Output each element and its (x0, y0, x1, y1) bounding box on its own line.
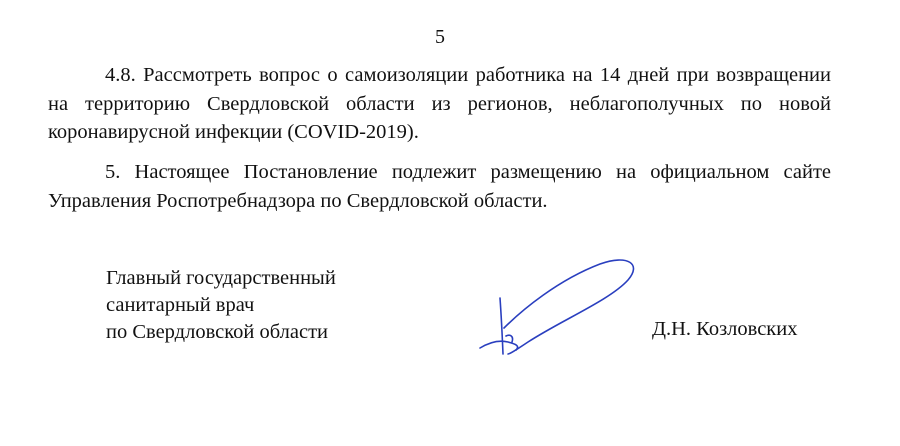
page-number: 5 (435, 26, 445, 48)
paragraph-4-8: 4.8. Рассмотреть вопрос о самоизоляции работника на 14 дней при возвращении на территорию Свердловской области из регионов, неблагополучных по новой коронавирусной инфекции (COVID-2019). (48, 64, 831, 143)
paragraph-5: 5. Настоящее Постановление подлежит размещению на официальном сайте Управления Роспотребнадзора по Свердловской области. (48, 161, 831, 212)
signatory-title-line: по Свердловской области (106, 321, 329, 343)
handwritten-signature (470, 250, 640, 370)
signatory-title-line: санитарный врач (106, 294, 255, 316)
signatory-name: Д.Н. Козловских (652, 318, 798, 340)
signatory-title (106, 265, 336, 346)
signatory-title-line: Главный государственный (106, 267, 336, 289)
